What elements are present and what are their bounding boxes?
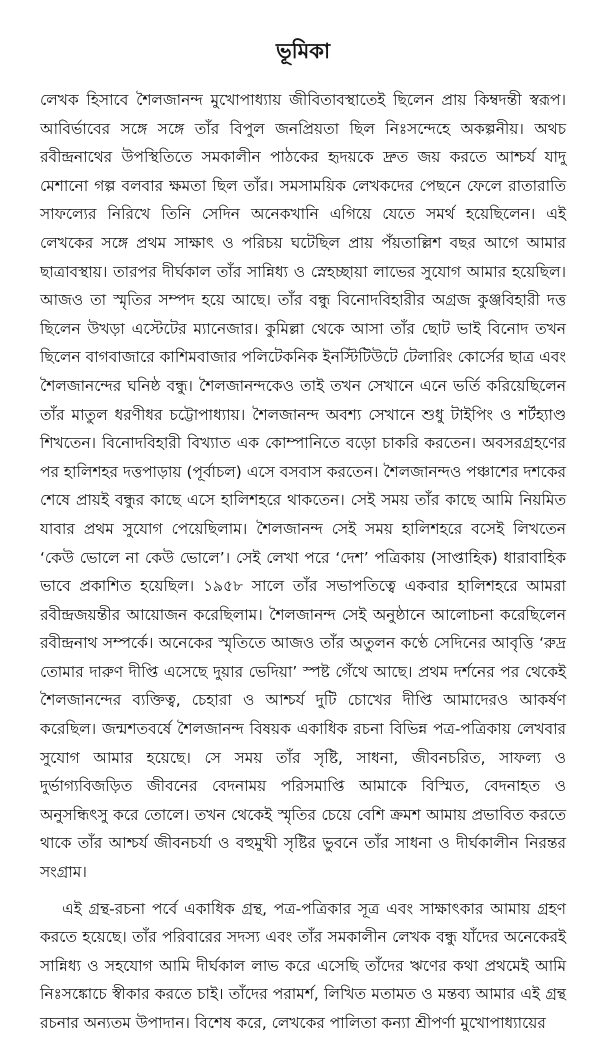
paragraph-1: লেখক হিসাবে শৈলজানন্দ মুখোপাধ্যায় জীবিতাবস্থাতেই ছিলেন প্রায় কিম্বদন্তী স্বরূপ। আবির্ভাবের সঙ্গে সঙ্গে তাঁর বিপুল জনপ্রিয়তা ছিল নিঃসন্দেহে অকল্পনীয়। অথচ রবীন্দ্রনাথের উপস্থিতিতে সমকালীন পাঠকের হৃদয়কে দ্রুত জয় করতে আশ্চর্য যাদু মেশানো গল্প বলবার ক্ষমতা ছিল তাঁর। সমসাময়িক লেখকদের পেছনে ফেলে রাতারাতি সাফল্যের নিরিখে তিনি সেদিন অনেকখানি এগিয়ে যেতে সমর্থ হয়েছিলেন। এই লেখকের সঙ্গে প্রথম সাক্ষাৎ ও পরিচয় ঘটেছিল প্রায় পঁয়তাল্লিশ বছর আগে আমার ছাত্রাবস্থায়। তারপর দীর্ঘকাল তাঁর সান্নিধ্য ও স্নেহচ্ছায়া লাভের সুযোগ আমার হয়েছিল। আজও তা স্মৃতির সম্পদ হয়ে আছে। তাঁর বন্ধু বিনোদবিহারীর অগ্রজ কুঞ্জবিহারী দত্ত ছিলেন উখড়া এস্টেটের ম্যানেজার। কুমিল্লা থেকে আসা তাঁর ছোট ভাই বিনোদ তখন ছিলেন বাগবাজারে কাশিমবাজার পলিটেকনিক ইনস্টিটিউটে টেলারিং কোর্সের ছাত্র এবং শৈলজানন্দের ঘনিষ্ঠ বন্ধু। শৈলজানন্দকেও তাই তখন সেখানে এনে ভর্তি করিয়েছিলেন তাঁর মাতুল ধরণীধর চট্টোপাধ্যায়। শৈলজানন্দ অবশ্য সেখানে শুধু টাইপিং ও শর্টহ্যাণ্ড শিখতেন। বিনোদবিহারী বিখ্যাত এক কোম্পানিতে বড়ো চাকরি করতেন। অবসরগ্রহণের পর হালিশহর দত্তপাড়ায় (পূর্বাচল) এসে বসবাস করতেন। শৈলজানন্দও পঞ্চাশের দশকের শেষে প্রায়ই বন্ধুর কাছে এসে হালিশহরে থাকতেন। সেই সময় তাঁর কাছে আমি নিয়মিত যাবার প্রথম সুযোগ পেয়েছিলাম। শৈলজানন্দ সেই সময় হালিশহরে বসেই লিখতেন ‘কেউ ভোলে না কেউ ভোলে’। সেই লেখা পরে ‘দেশ’ পত্রিকায় (সাপ্তাহিক) ধারাবাহিক ভাবে প্রকাশিত হয়েছিল। ১৯৫৮ সালে তাঁর সভাপতিত্বে একবার হালিশহরে আমরা রবীন্দ্রজয়ন্তীর আয়োজন করেছিলাম। শৈলজানন্দ সেই অনুষ্ঠানে আলোচনা করেছিলেন রবীন্দ্রনাথ সম্পর্কে। অনেকের স্মৃতিতে আজও তাঁর অতুলন কণ্ঠে সেদিনের আবৃত্তি ‘রুদ্র তোমার দারুণ দীপ্তি এসেছে দুয়ার ভেদিয়া’ স্পষ্ট গেঁথে আছে। প্রথম দর্শনের পর থেকেই শৈলজানন্দের ব্যক্তিত্ব, চেহারা ও আশ্চর্য দুটি চোখের দীপ্তি আমাদেরও আকর্ষণ করেছিল। জন্মশতবর্ষে শৈলজানন্দ বিষয়ক একাধিক রচনা বিভিন্ন পত্র-পত্রিকায় লেখবার সুযোগ আমার হয়েছে। সে সময় তাঁর সৃষ্টি, সাধনা, জীবনচরিত, সাফল্য ও দুর্ভাগ্যবিজড়িত জীবনের বেদনাময় পরিসমাপ্তি আমাকে বিস্মিত, বেদনাহত ও অনুসন্ধিৎসু করে তোলে। তখন থেকেই স্মৃতির চেয়ে বেশি ক্রমশ আমায় প্রভাবিত করতে থাকে তাঁর আশ্চর্য জীবনচর্যা ও বহুমুখী সৃষ্টির ভুবনে তাঁর সাধনা ও দীর্ঘকালীন নিরন্তর সংগ্রাম। — [40, 91, 566, 882]
paragraph-2: এই গ্রন্থ-রচনা পর্বে একাধিক গ্রন্থ, পত্র-পত্রিকার সূত্র এবং সাক্ষাৎকার আমায় গ্রহণ করতে হয়েছে। তাঁর পরিবারের সদস্য এবং তাঁর সমকালীন লেখক বন্ধু যাঁদের অনেকেরই সান্নিধ্য ও সহযোগ আমি দীর্ঘকাল লাভ করে এসেছি তাঁদের ঋণের কথা প্রথমেই আমি নিঃসঙ্কোচে স্বীকার করতে চাই। তাঁদের পরামর্শ, লিখিত মতামত ও মন্তব্য আমার এই গ্রন্থ রচনার অন্যতম উপাদান। বিশেষ করে, লেখকের পালিতা কন্যা শ্রীপর্ণা মুখোপাধ্যায়ের — [40, 899, 566, 1032]
page-title: ভূমিকা — [275, 39, 331, 63]
